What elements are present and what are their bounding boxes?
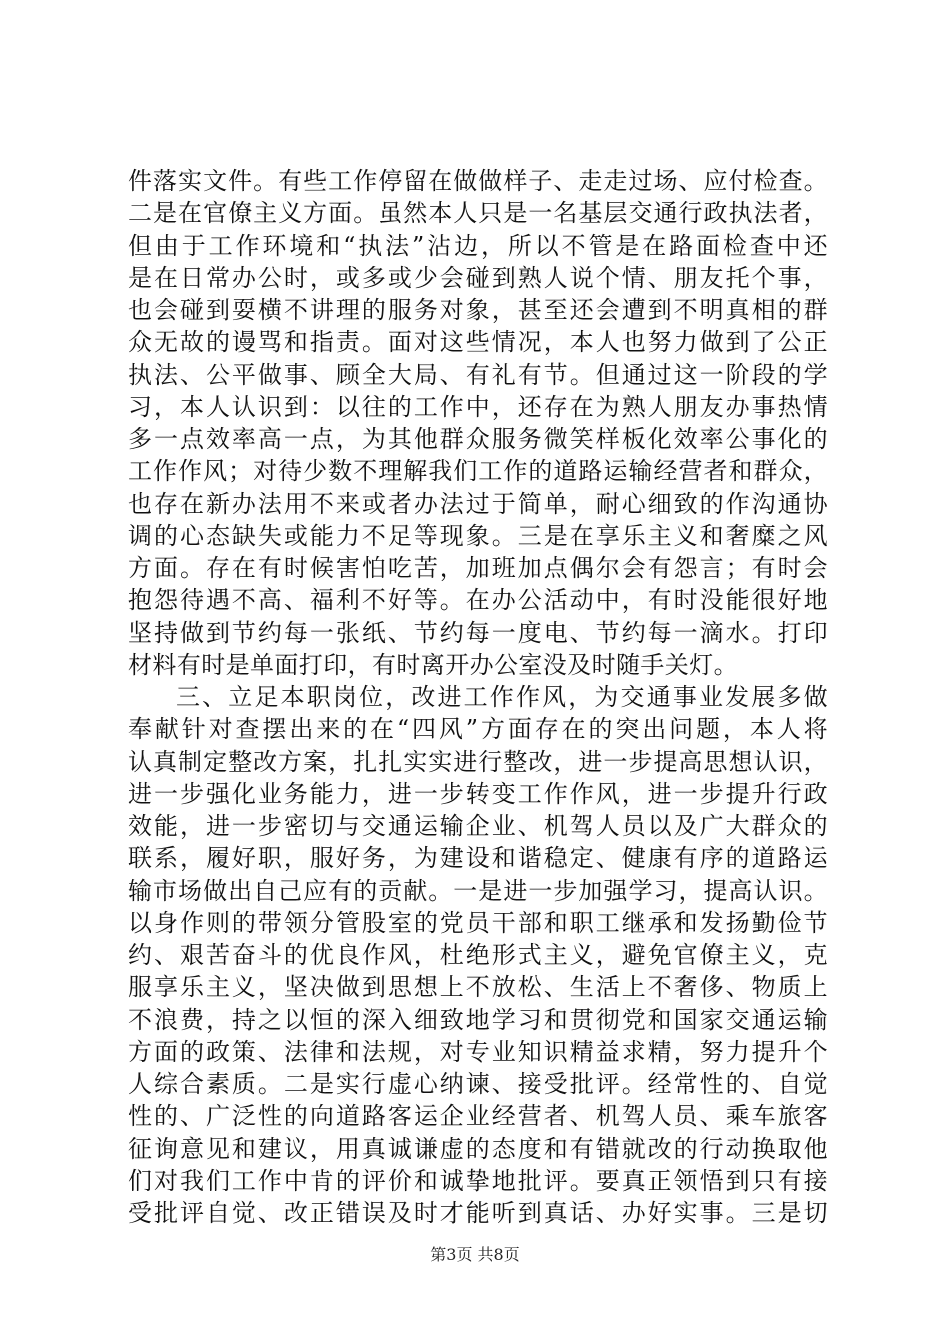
text-line: 输市场做出自己应有的贡献。一是进一步加强学习，提高认识。 bbox=[128, 876, 828, 905]
text-line: 不浪费，持之以恒的深入细致地学习和贯彻党和国家交通运输 bbox=[128, 1005, 828, 1034]
text-line: 受批评自觉、改正错误及时才能听到真话、办好实事。三是切 bbox=[128, 1199, 828, 1227]
text-line: 进一步强化业务能力，进一步转变工作作风，进一步提升行政 bbox=[128, 779, 828, 808]
text-line: 征询意见和建议，用真诚谦虚的态度和有错就改的行动换取他 bbox=[128, 1134, 828, 1163]
text-line: 坚持做到节约每一张纸、节约每一度电、节约每一滴水。打印 bbox=[128, 618, 828, 647]
text-line: 方面。存在有时候害怕吃苦，加班加点偶尔会有怨言；有时会 bbox=[128, 554, 828, 582]
text-line: 服享乐主义，坚决做到思想上不放松、生活上不奢侈、物质上 bbox=[128, 973, 828, 1002]
text-line: 习，本人认识到：以往的工作中，还存在为熟人朋友办事热情 bbox=[128, 392, 828, 421]
text-line: 效能，进一步密切与交通运输企业、机驾人员以及广大群众的 bbox=[128, 812, 828, 840]
text-line: 性的、广泛性的向道路客运企业经营者、机驾人员、乘车旅客 bbox=[128, 1102, 828, 1131]
text-line: 但由于工作环境和“执法”沾边，所以不管是在路面检查中还 bbox=[128, 231, 828, 260]
text-line: 认真制定整改方案，扎扎实实进行整改，进一步提高思想认识， bbox=[128, 747, 828, 776]
text-line: 人综合素质。二是实行虚心纳谏、接受批评。经常性的、自觉 bbox=[128, 1070, 828, 1098]
text-line: 调的心态缺失或能力不足等现象。三是在享乐主义和奢糜之风 bbox=[128, 521, 828, 550]
text-line: 工作作风；对待少数不理解我们工作的道路运输经营者和群众， bbox=[128, 457, 828, 486]
text-line: 多一点效率高一点，为其他群众服务微笑样板化效率公事化的 bbox=[128, 425, 828, 453]
text-line: 奉献针对查摆出来的在“四风”方面存在的突出问题，本人将 bbox=[128, 715, 828, 744]
text-line: 也会碰到耍横不讲理的服务对象，甚至还会遭到不明真相的群 bbox=[128, 296, 828, 324]
text-line: 们对我们工作中肯的评价和诚挚地批评。要真正领悟到只有接 bbox=[128, 1166, 828, 1195]
text-line: 方面的政策、法律和法规，对专业知识精益求精，努力提升个 bbox=[128, 1037, 828, 1066]
text-line: 材料有时是单面打印，有时离开办公室没及时随手关灯。 bbox=[128, 650, 738, 679]
text-line: 件落实文件。有些工作停留在做做样子、走走过场、应付检查。 bbox=[128, 167, 828, 195]
text-line: 以身作则的带领分管股室的党员干部和职工继承和发扬勤俭节 bbox=[128, 908, 828, 937]
section-heading-line: 三、立足本职岗位，改进工作作风，为交通事业发展多做 bbox=[176, 683, 828, 711]
body-text bbox=[128, 165, 828, 1229]
text-line: 联系，履好职，服好务，为建设和谐稳定、健康有序的道路运 bbox=[128, 844, 828, 873]
text-line: 众无故的谩骂和指责。面对这些情况，本人也努力做到了公正 bbox=[128, 328, 828, 357]
text-line: 抱怨待遇不高、福利不好等。在办公活动中，有时没能很好地 bbox=[128, 586, 828, 615]
text-line: 二是在官僚主义方面。虽然本人只是一名基层交通行政执法者， bbox=[128, 199, 828, 228]
text-line: 约、艰苦奋斗的优良作风，杜绝形式主义，避免官僚主义，克 bbox=[128, 941, 828, 969]
text-line: 也存在新办法用不来或者办法过于简单，耐心细致的作沟通协 bbox=[128, 489, 828, 518]
page-number-label: 第3页 共8页 bbox=[430, 1245, 520, 1264]
page-footer bbox=[0, 1242, 950, 1265]
text-line: 执法、公平做事、顾全大局、有礼有节。但通过这一阶段的学 bbox=[128, 360, 828, 389]
text-line: 是在日常办公时，或多或少会碰到熟人说个情、朋友托个事， bbox=[128, 263, 828, 292]
